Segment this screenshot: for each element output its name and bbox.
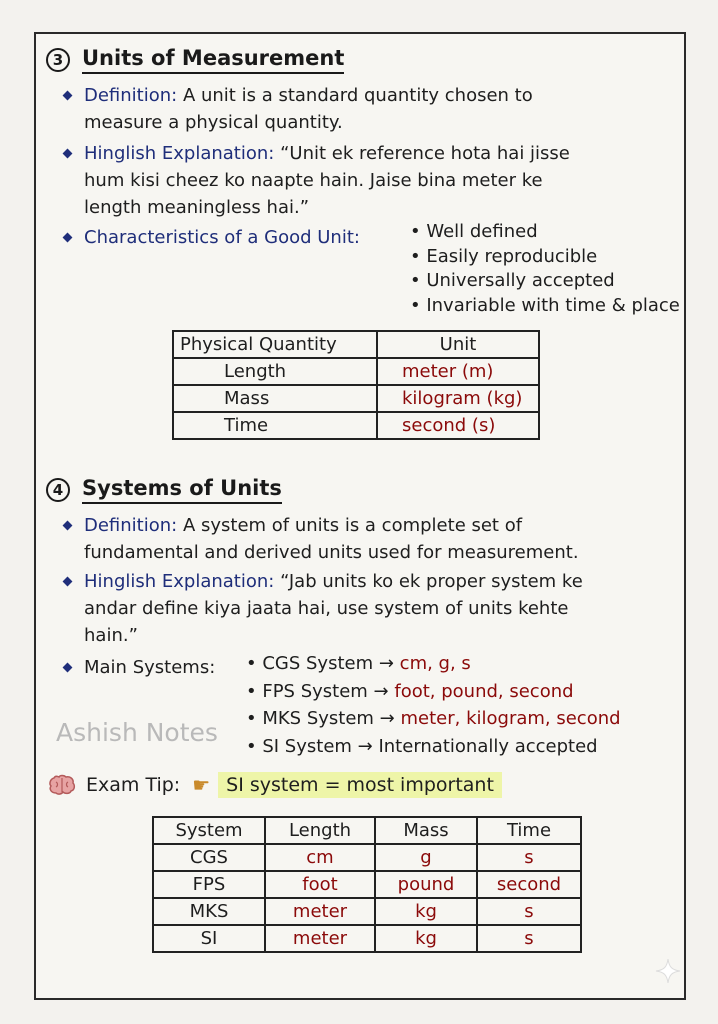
table-cell: foot (265, 871, 375, 898)
exam-tip-label: Exam Tip: (86, 774, 181, 796)
definition-text: A system of units is a complete set of (177, 515, 523, 536)
list-item: • Well defined (410, 220, 680, 245)
table-cell: s (477, 898, 581, 925)
table-row (173, 385, 539, 412)
definition-term: Definition: (84, 85, 178, 106)
hinglish-text: hum kisi cheez ko naapte hain. Jaise bina meter ke (84, 170, 543, 191)
definition-text: A unit is a standard quantity chosen to (177, 85, 533, 106)
table-cell: g (375, 844, 477, 871)
table-cell: Time (173, 412, 377, 439)
table-cell: kg (375, 925, 477, 952)
watermark: Ashish Notes (56, 718, 218, 747)
table-row (153, 844, 581, 871)
system-units: cm, g, s (399, 653, 471, 674)
system-units: meter, kilogram, second (400, 708, 621, 729)
table-header: Unit (377, 331, 539, 358)
table-cell: meter (265, 925, 375, 952)
definition-text: fundamental and derived units used for measurement. (84, 542, 579, 563)
table-header: System (153, 817, 265, 844)
table-cell: s (477, 925, 581, 952)
hinglish-term: Hinglish Explanation: (84, 571, 275, 592)
table-cell: CGS (153, 844, 265, 871)
pointing-hand-icon: ☛ (192, 773, 211, 797)
system-name: MKS System → (262, 708, 395, 729)
hinglish-bullet (84, 140, 674, 221)
section-number: 4 (46, 478, 70, 502)
table-row (173, 412, 539, 439)
table-cell: meter (265, 898, 375, 925)
section-title: Systems of Units (82, 476, 282, 504)
section-3-heading (46, 46, 344, 74)
hinglish-bullet (84, 568, 684, 649)
table-header: Physical Quantity (173, 331, 377, 358)
definition-bullet (84, 512, 684, 566)
list-item: • Invariable with time & place (410, 294, 680, 319)
main-systems-bullet (84, 654, 215, 681)
table-header-row (173, 331, 539, 358)
system-name: CGS System → (262, 653, 394, 674)
section-title: Units of Measurement (82, 46, 344, 74)
hinglish-text: “Unit ek reference hota hai jisse (274, 143, 570, 164)
system-name: FPS System → (262, 680, 389, 702)
hinglish-text: length meaningless hai.” (84, 197, 310, 218)
definition-bullet (84, 82, 674, 136)
table-header: Mass (375, 817, 477, 844)
definition-text: measure a physical quantity. (84, 112, 343, 133)
table-cell: s (477, 844, 581, 871)
hinglish-text: “Jab units ko ek proper system ke (274, 571, 583, 592)
list-item (246, 705, 621, 733)
characteristics-list (410, 220, 680, 318)
main-systems-term: Main Systems: (84, 657, 216, 678)
table-row (153, 871, 581, 898)
table-header: Time (477, 817, 581, 844)
table-cell: kilogram (kg) (377, 385, 539, 412)
table-cell: MKS (153, 898, 265, 925)
exam-tip (48, 772, 502, 798)
section-number: 3 (46, 48, 70, 72)
table-cell: Mass (173, 385, 377, 412)
list-item: • Easily reproducible (410, 245, 680, 270)
sparkle-icon (655, 958, 681, 984)
table-cell: pound (375, 871, 477, 898)
units-table (172, 330, 540, 440)
table-row (173, 358, 539, 385)
table-cell: second (s) (377, 412, 539, 439)
characteristics-bullet (84, 224, 360, 251)
hinglish-text: hain.” (84, 625, 138, 646)
systems-table (152, 816, 582, 953)
list-item (246, 678, 621, 706)
exam-tip-text: SI system = most important (218, 772, 502, 798)
hinglish-text: andar define kiya jaata hai, use system of units kehte (84, 598, 569, 619)
brain-icon (48, 774, 76, 796)
system-units: Internationally accepted (378, 735, 598, 757)
definition-term: Definition: (84, 515, 178, 536)
table-cell: FPS (153, 871, 265, 898)
system-units: foot, pound, second (394, 680, 574, 702)
table-cell: SI (153, 925, 265, 952)
table-cell: meter (m) (377, 358, 539, 385)
system-name: SI System → (262, 735, 373, 757)
table-cell: second (477, 871, 581, 898)
list-item (246, 733, 621, 761)
list-item (246, 650, 621, 678)
characteristics-term: Characteristics of a Good Unit: (84, 227, 360, 248)
table-header-row (153, 817, 581, 844)
list-item: • Universally accepted (410, 269, 680, 294)
table-row (153, 925, 581, 952)
table-cell: cm (265, 844, 375, 871)
table-header: Length (265, 817, 375, 844)
section-4-heading (46, 476, 282, 504)
table-row (153, 898, 581, 925)
hinglish-term: Hinglish Explanation: (84, 143, 275, 164)
table-cell: kg (375, 898, 477, 925)
systems-list (246, 650, 621, 760)
table-cell: Length (173, 358, 377, 385)
